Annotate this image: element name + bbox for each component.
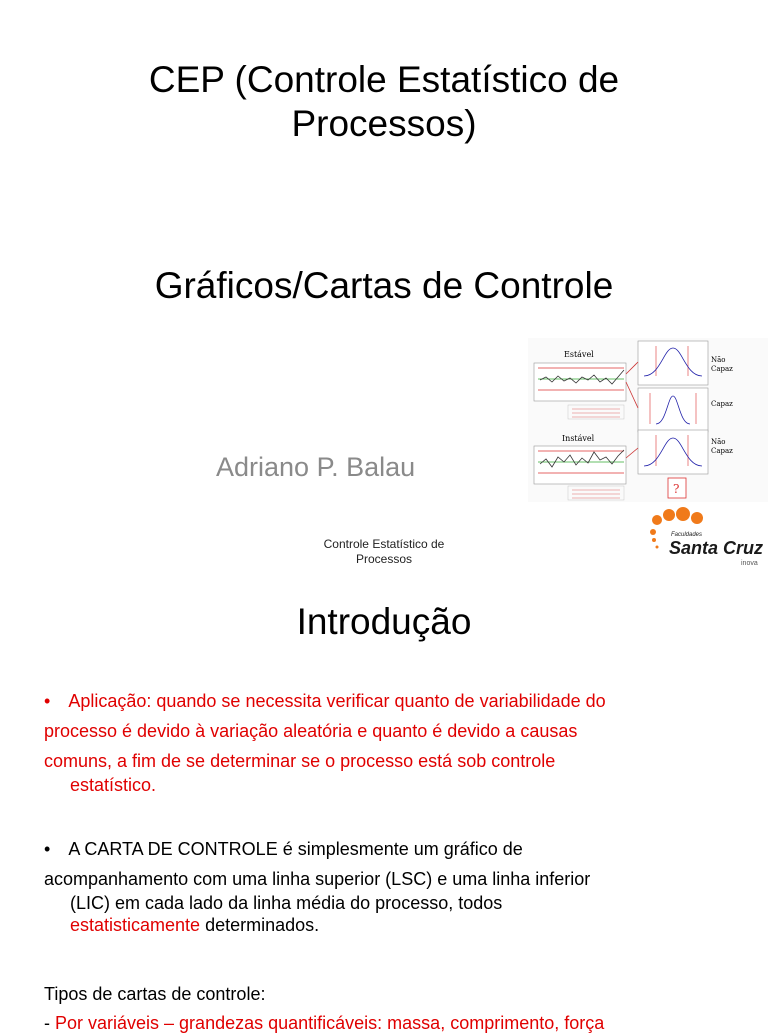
paragraph-line: estatisticamente determinados. <box>70 915 320 935</box>
paragraph-control-chart <box>44 836 760 936</box>
paragraph-line: • A CARTA DE CONTROLE é simplesmente um gráfico de <box>44 839 523 859</box>
slide-footer <box>300 537 468 567</box>
logo-dot <box>676 507 690 521</box>
logo-text-sub: inova <box>741 560 758 567</box>
paragraph-line: • Aplicação: quando se necessita verificar quanto de variabilidade do <box>44 691 606 711</box>
paragraph-line: (LIC) em cada lado da linha média do processo, todos <box>70 893 503 913</box>
unstable-label: Instável <box>562 434 595 443</box>
logo-text-main: Santa Cruz <box>669 538 764 558</box>
highlight-word: estatisticamente <box>70 915 201 935</box>
not-capable-label-1: Não <box>711 356 726 364</box>
types-heading: Tipos de cartas de controle: <box>44 984 266 1004</box>
footer-line-1: Controle Estatístico de <box>323 537 445 551</box>
paragraph-application <box>44 688 760 796</box>
capable-panel <box>638 388 708 432</box>
not-capable2-label-1: Não <box>711 438 726 446</box>
stable-chart-frame <box>534 363 626 401</box>
type-item-variables: - Por variáveis – grandezas quantificáveis: massa, comprimento, força <box>44 1013 605 1033</box>
paragraph-line: processo é devido à variação aleatória e quanto é devido a causas <box>44 721 578 741</box>
slide-title-line-1: CEP (Controle Estatístico de <box>148 59 620 100</box>
logo-text-small: Faculdades <box>671 532 703 538</box>
bullet: • <box>44 691 51 711</box>
paragraph-line: comuns, a fim de se determinar se o processo está sob controle <box>44 751 556 771</box>
stable-label: Estável <box>564 350 594 359</box>
slide-title <box>0 58 768 146</box>
paragraph-line: acompanhamento com uma linha superior (LSC) e uma linha inferior <box>44 869 591 889</box>
unstable-chart-frame <box>534 446 626 484</box>
logo-dot <box>691 512 703 524</box>
slide-subtitle: Gráficos/Cartas de Controle <box>154 265 614 306</box>
footer-line-2: Processos <box>355 552 413 566</box>
capable-label: Capaz <box>711 400 733 408</box>
not-capable2-label-2: Capaz <box>711 447 733 455</box>
not-capable-label-2: Capaz <box>711 365 733 373</box>
question-mark: ? <box>673 482 680 496</box>
section-heading: Introdução <box>296 601 472 642</box>
not-capable-panel-2 <box>638 430 708 474</box>
slide-title-line-2: Processos) <box>291 103 477 144</box>
author-name: Adriano P. Balau <box>216 452 416 482</box>
paragraph-line: estatístico. <box>70 775 157 795</box>
logo-dot <box>652 515 662 525</box>
bullet: • <box>44 839 51 859</box>
logo-dot <box>663 509 675 521</box>
santa-cruz-logo <box>645 506 768 568</box>
control-chart-illustration <box>528 338 768 502</box>
